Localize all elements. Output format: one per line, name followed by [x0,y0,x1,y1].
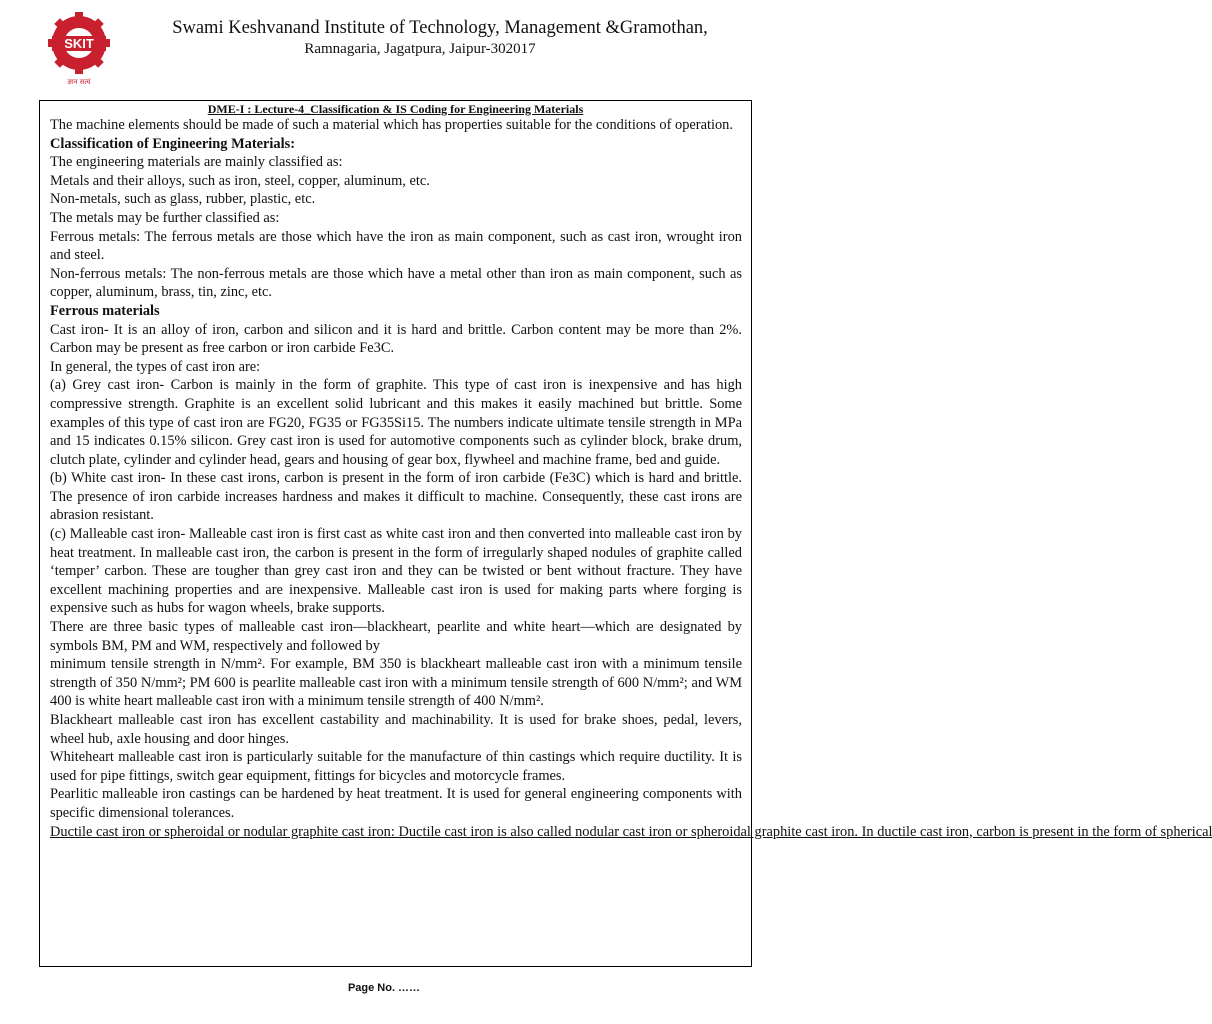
page-number: Page No. …… [347,982,421,994]
section-heading: Classification of Engineering Materials: [50,135,296,152]
lecture-title: DME-I : Lecture-4_Classification & IS Coding for Engineering Materials [207,102,584,116]
skit-logo [44,10,114,88]
content-frame [39,100,1212,967]
paragraph: In general, the types of cast iron are: [50,358,261,375]
paragraph: (c) Malleable cast iron- Malleable cast iron is first cast as white cast iron and then converted into malleable cast iron by heat treatment. In malleable cast iron, the carbon is present in the form of irregularly shaped nodules of graphite called ‘temper’ carbon. These are tougher than grey cast iron and they can be twisted or bent without fracture. They have excellent machining properties and are inexpensive. Malleable cast iron is used for making parts where forging is expensive such as hubs for wagon wheels, brake supports. [50,526,742,617]
paragraph: Pearlitic malleable iron castings can be hardened by heat treatment. It is used for general engineering components with specific dimensional tolerances. [50,786,742,821]
paragraph: The engineering materials are mainly classified as: [50,154,343,171]
institute-name: Swami Keshvanand Institute of Technology, Management &Gramothan, [172,18,708,38]
paragraph: (b) White cast iron- In these cast irons, carbon is present in the form of iron carbide (Fe3C) which is hard and brittle. The presence of iron carbide increases hardness and makes it difficult to machine. Consequently, these cast irons are abrasion resistant. [50,470,742,524]
paragraph: The machine elements should be made of such a material which has properties suitable for the conditions of operation. [50,117,733,133]
logo-text: SKIT [64,36,94,51]
paragraph: Whiteheart malleable cast iron is particularly suitable for the manufacture of thin castings which require ductility. It is used for pipe fittings, switch gear equipment, fittings for bicycles and motorcycle frames. [50,749,742,784]
paragraph: There are three basic types of malleable cast iron—blackheart, pearlite and white heart—which are designated by symbols BM, PM and WM, respectively and followed by [50,619,742,654]
document-body [40,116,1212,841]
logo-tagline: ज्ञान सत्यं [67,78,91,86]
paragraph: Non-ferrous metals: The non-ferrous metals are those which have a metal other than iron as main component, such as copper, aluminum, brass, tin, zinc, etc. [50,265,742,301]
paragraph: Metals and their alloys, such as iron, steel, copper, aluminum, etc. [50,172,430,189]
paragraph: Ferrous metals: The ferrous metals are those which have the iron as main component, such as cast iron, wrought iron and steel. [50,228,742,264]
institute-address: Ramnagaria, Jagatpura, Jaipur-302017 [304,41,536,57]
paragraph: (a) Grey cast iron- Carbon is mainly in the form of graphite. This type of cast iron is inexpensive and has high compressive strength. Graphite is an excellent solid lubricant and this makes it easily machined but brittle. Some examples of this type of cast iron are FG20, FG35 or FG35Si15. The numbers indicate ultimate tensile strength in MPa and 15 indicates 0.15% silicon. Grey cast iron is used for automotive components such as cylinder block, brake drum, clutch plate, cylinder and cylinder head, gears and housing of gear box, flywheel and machine frame, bed and guide. [50,377,742,468]
paragraph: Ductile cast iron or spheroidal or nodular graphite cast iron: Ductile cast iron is also called nodular cast iron or spheroidal graphite cast iron. In ductile cast iron, carbon is present in the form of spherical [50,823,1212,840]
paragraph: minimum tensile strength in N/mm². For example, BM 350 is blackheart malleable cast iron with a minimum tensile strength of 350 N/mm²; PM 600 is pearlite malleable cast iron with a minimum tensile strength of 600 N/mm²; and WM 400 is white heart malleable cast iron with a minimum tensile strength of 400 N/mm². [50,656,742,710]
section-heading: Ferrous materials [50,302,160,319]
paragraph: Blackheart malleable cast iron has excellent castability and machinability. It is used for brake shoes, pedal, levers, wheel hub, axle housing and door hinges. [50,712,742,747]
paragraph: The metals may be further classified as: [50,209,280,226]
paragraph: Non-metals, such as glass, rubber, plastic, etc. [50,191,316,208]
paragraph: Cast iron- It is an alloy of iron, carbon and silicon and it is hard and brittle. Carbon content may be more than 2%. Carbon may be present as free carbon or iron carbide Fe3C. [50,321,742,357]
page-header [0,0,768,96]
